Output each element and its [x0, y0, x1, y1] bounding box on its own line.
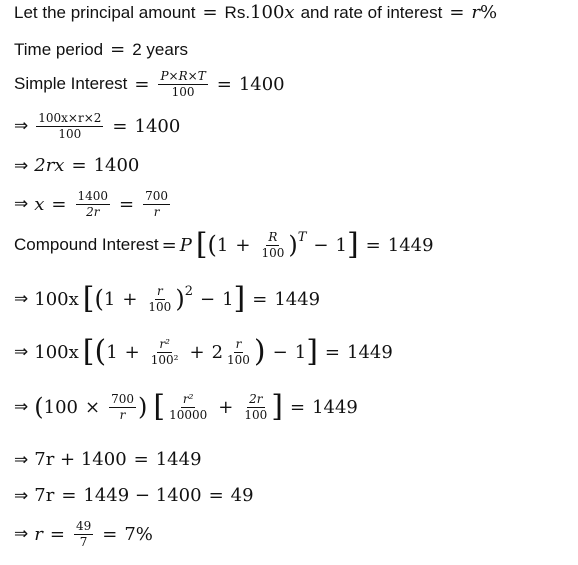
si-result: 1400: [238, 73, 285, 95]
implies-arrow: ⇒: [14, 342, 29, 362]
line-step-10: ⇒ ( 100 × $\frac{700}{r}$ ) [ $\frac{\text{r²}}{10000}$ + $\frac{2r}{100}$ ] = 1449: [14, 389, 358, 424]
implies-arrow: ⇒: [14, 397, 29, 417]
step4-fraction: $\frac{100x\times r\times 2}{100}$: [38, 111, 102, 141]
line-step-11: ⇒ 7r + 1400 = 1449: [14, 449, 202, 470]
implies-arrow: ⇒: [14, 449, 29, 470]
line-step-13: ⇒ r = $\frac{49}{7}$ = 7%: [14, 519, 153, 549]
final-answer: 7%: [124, 523, 153, 545]
line-simple-interest: Simple Interest = $\frac{P\times R\times T}{100}$ = 1400: [14, 69, 285, 99]
si-fraction: $\frac{P\times R\times T}{100}$: [160, 69, 206, 99]
line-step-4: ⇒ $\frac{100x\times r\times 2}{100}$ = 1400: [14, 111, 181, 141]
line-step-8: ⇒ 100x [ ( 1 + $\frac{r}{100}$ ) $^2$ − 1 ] = 1449: [14, 281, 321, 316]
rate-var: r: [471, 2, 481, 23]
implies-arrow: ⇒: [14, 485, 29, 506]
line-step-12: ⇒ 7r = 1449 − 1400 = 49: [14, 485, 254, 506]
line-step-6: ⇒ x = $\frac{1400}{2r}$ = $\frac{700}{r}$: [14, 189, 169, 219]
implies-arrow: ⇒: [14, 524, 29, 545]
line-compound-interest: Compound Interest = P [ ( 1 + $\frac{R}{100}$ ) $^T$ − 1 ] = 1449: [14, 227, 434, 262]
time-text: Time period: [14, 39, 104, 59]
implies-arrow: ⇒: [14, 116, 29, 137]
percent-sign: %: [480, 2, 498, 23]
time-value: 2 years: [132, 39, 188, 59]
implies-arrow: ⇒: [14, 289, 29, 309]
rs-label: Rs.: [224, 2, 251, 22]
implies-arrow: ⇒: [14, 194, 29, 215]
si-text: Simple Interest: [14, 74, 128, 94]
line-time-period: Time period = 2 years: [14, 39, 188, 60]
rate-text: and rate of interest: [300, 2, 443, 22]
line-step-5: ⇒ 2rx = 1400: [14, 155, 140, 176]
line-step-9: ⇒ 100x [ ( 1 + $\frac{\text{r²}}{\text{100²}}$ + 2 $\frac{r}{100}$ ) − 1 ] = 1449: [14, 334, 393, 369]
implies-arrow: ⇒: [14, 155, 29, 176]
line-principal-rate: Let the principal amount = Rs. 100 x and rate of interest = r %: [14, 2, 498, 23]
ci-text: Compound Interest: [14, 235, 159, 254]
principal-var: x: [284, 2, 295, 23]
principal-text: Let the principal amount: [14, 2, 196, 22]
principal-amount: 100: [250, 2, 285, 23]
